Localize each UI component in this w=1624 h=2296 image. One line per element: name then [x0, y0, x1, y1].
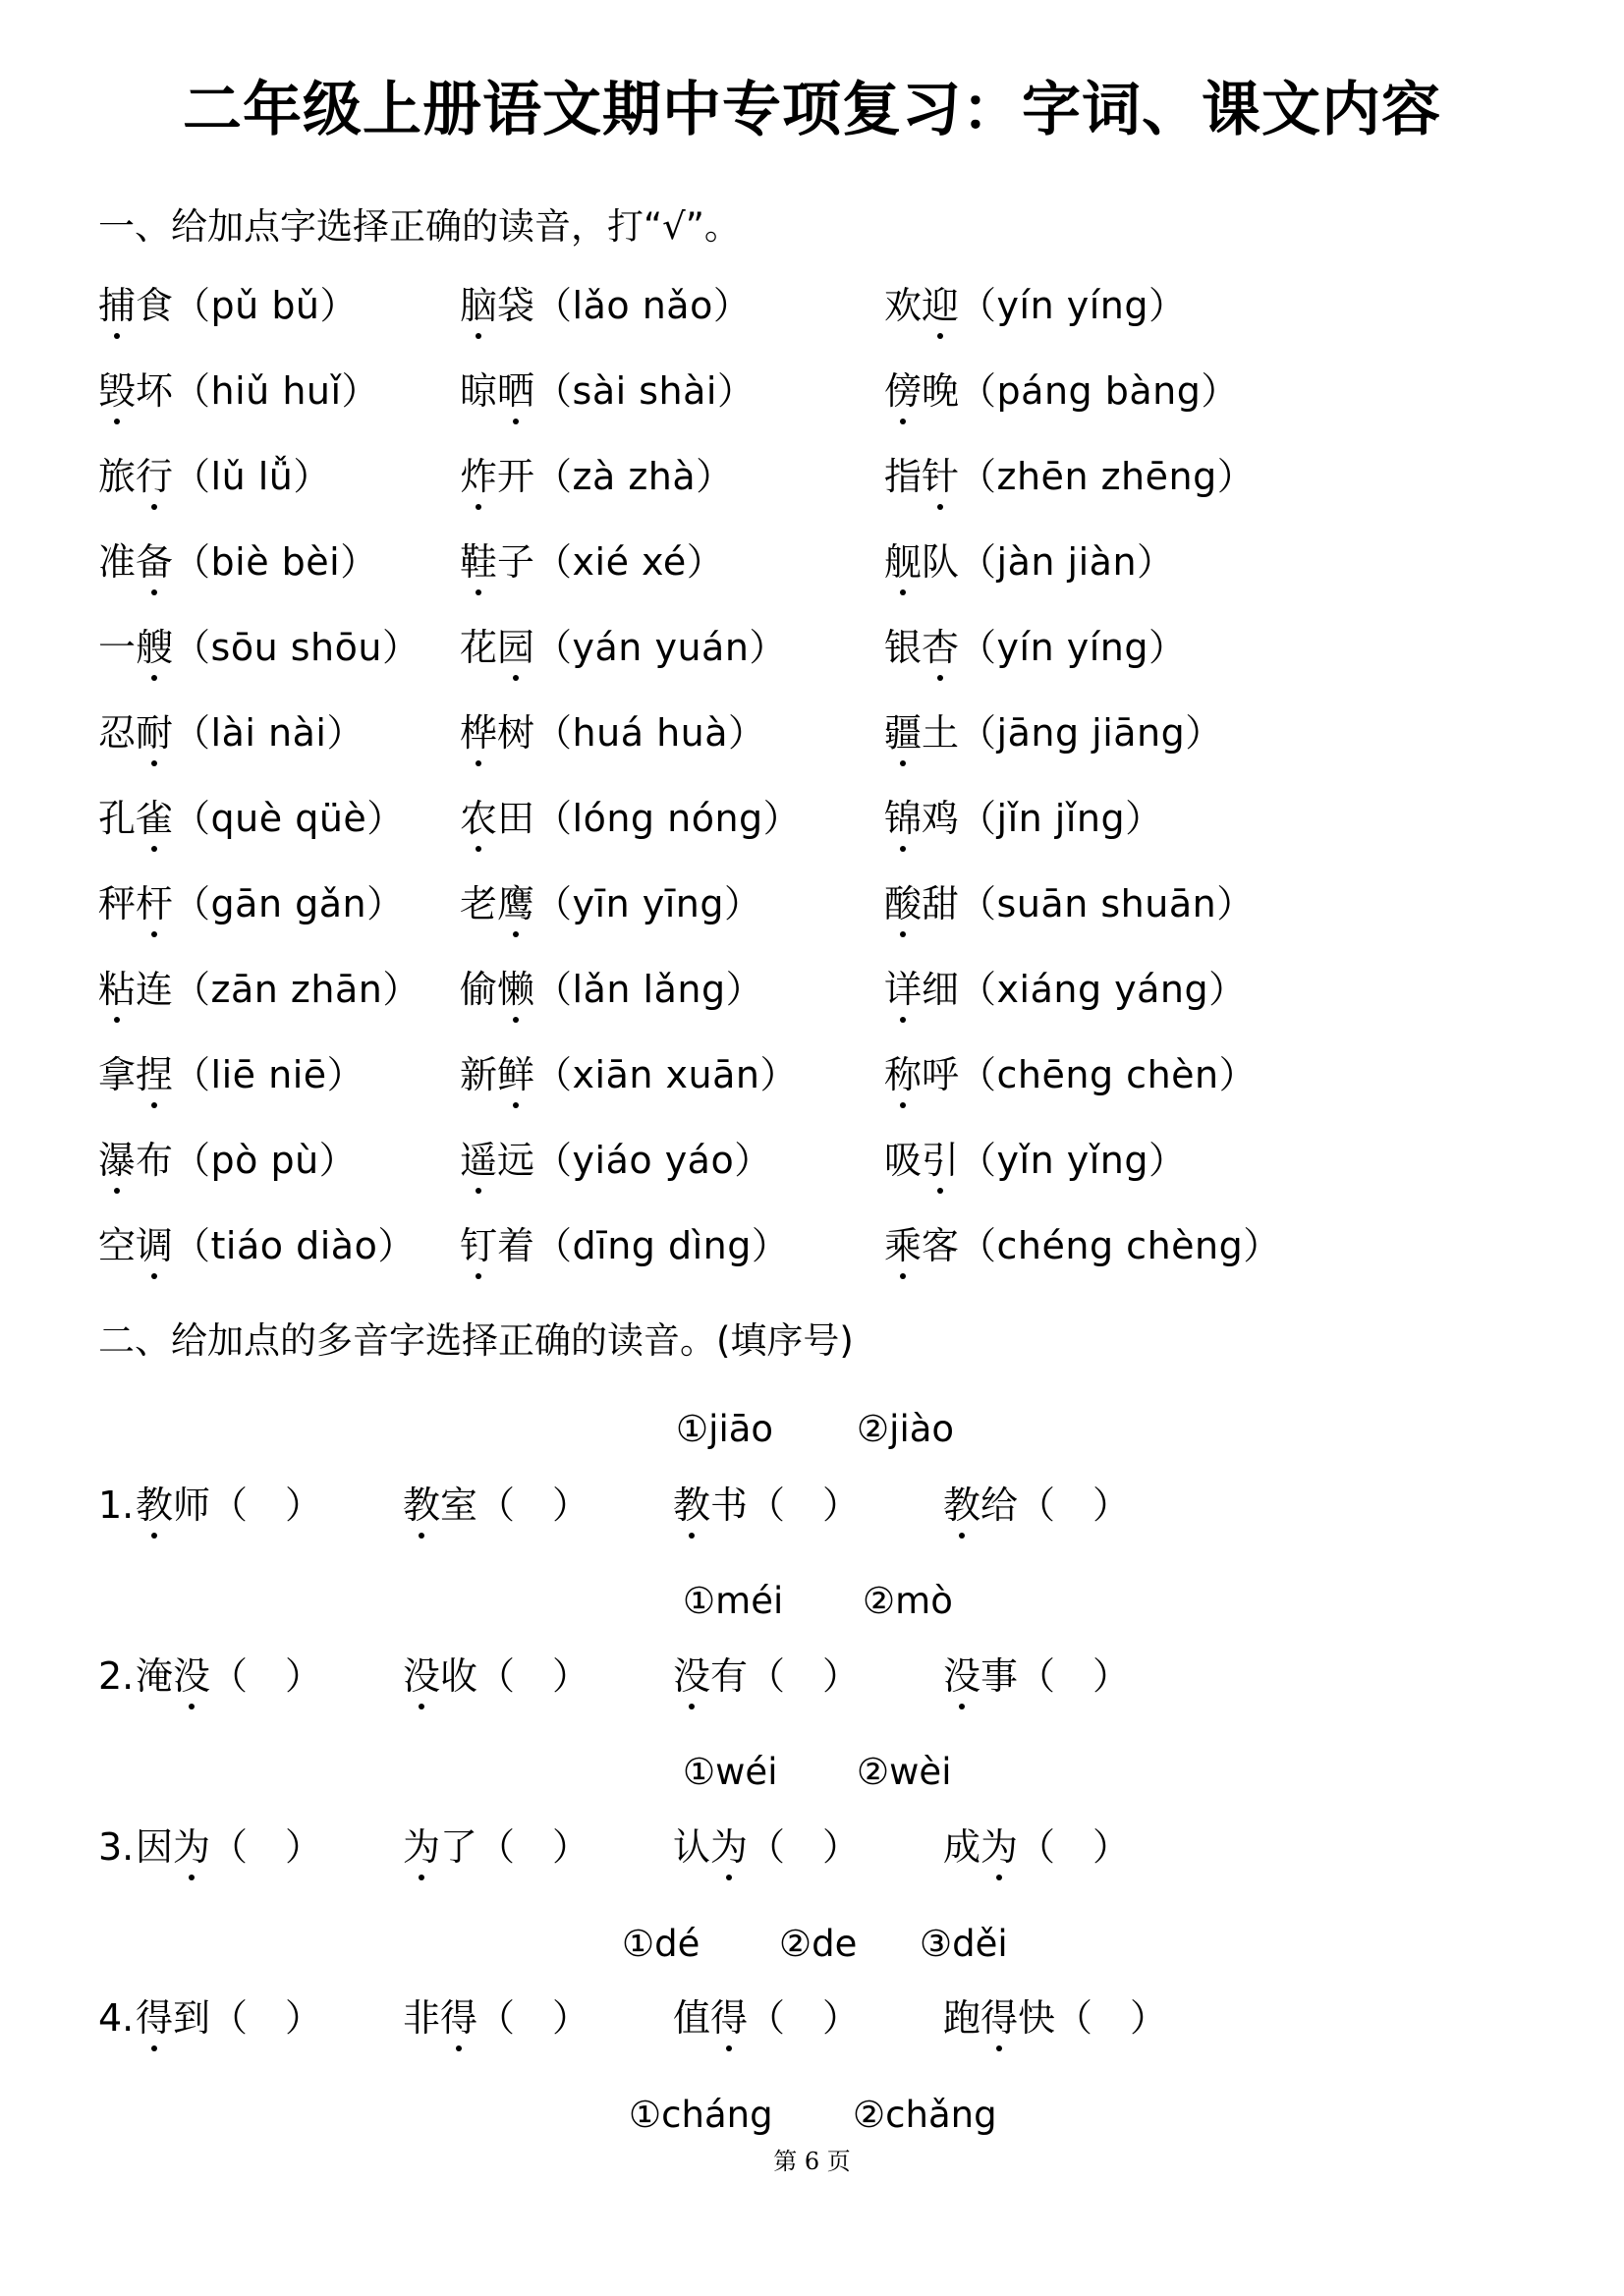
word-char: 队	[922, 540, 960, 584]
pinyin-options[interactable]: （lǎo nǎo）	[534, 284, 752, 327]
word-char: 连	[136, 968, 174, 1011]
page-number: 第 6 页	[773, 2148, 851, 2175]
word-char: 老	[460, 882, 498, 925]
dotted-char: 粘	[98, 960, 136, 1019]
pinyin-options[interactable]: （zān zhān）	[173, 968, 420, 1011]
dotted-char: 瀑	[98, 1131, 136, 1190]
pinyin-options[interactable]: （què qüè）	[173, 797, 405, 840]
answer-blank[interactable]: （ ）	[477, 1484, 590, 1527]
pinyin-options[interactable]: （lǎn lǎng）	[534, 968, 764, 1011]
pinyin-options[interactable]: （sōu shōu）	[173, 626, 420, 669]
word-item	[943, 1818, 1130, 1876]
word-item	[884, 618, 1187, 677]
question-number: 4.	[98, 1996, 135, 2040]
pinyin-options[interactable]: （pǔ bǔ）	[173, 284, 359, 327]
pinyin-row	[0, 618, 1624, 677]
word-item	[884, 1045, 1257, 1104]
pinyin-row	[0, 1131, 1624, 1190]
dotted-char: 没	[673, 1647, 710, 1706]
word-item	[460, 1131, 772, 1190]
word-char: 拿	[98, 1053, 137, 1096]
pinyin-options[interactable]: （yiáo yáo）	[534, 1139, 772, 1182]
word-item	[673, 1988, 860, 2047]
dotted-char: 教	[673, 1476, 710, 1535]
word-item	[460, 703, 766, 762]
dotted-char: 舰	[884, 532, 922, 591]
dotted-char: 引	[922, 1131, 959, 1190]
pinyin-options[interactable]: （jāng jiāng）	[959, 711, 1223, 755]
word-item	[98, 789, 405, 848]
word-char: 坏	[136, 369, 174, 413]
question-row	[0, 1818, 1624, 1876]
dotted-char: 针	[922, 447, 959, 506]
section2-heading: 二、给加点的多音字选择正确的读音。(填序号)	[98, 1319, 854, 1362]
dotted-char: 没	[943, 1647, 980, 1706]
word-item	[403, 1818, 589, 1876]
word-item	[884, 532, 1175, 591]
pinyin-options[interactable]: （hiǔ huǐ）	[173, 369, 380, 413]
word-char: 树	[497, 711, 535, 755]
word-char: 书	[710, 1484, 749, 1527]
pinyin-options[interactable]: （gān gǎn）	[173, 882, 405, 925]
pinyin-options[interactable]: （xiān xuān）	[534, 1053, 798, 1096]
reading-option: ①jiāo	[676, 1408, 774, 1450]
dotted-char: 锦	[884, 789, 922, 848]
word-char: 吸	[884, 1139, 923, 1182]
word-item	[403, 1647, 589, 1706]
dotted-char: 得	[136, 1988, 173, 2047]
word-item	[943, 1476, 1130, 1535]
word-char: 孔	[98, 797, 137, 840]
dotted-char: 为	[403, 1818, 440, 1876]
question-number: 1.	[98, 1484, 135, 1527]
dotted-char: 农	[460, 789, 497, 848]
pinyin-options[interactable]: （lóng nóng）	[534, 797, 802, 840]
word-char: 开	[497, 455, 535, 498]
answer-blank[interactable]: （ ）	[477, 1996, 590, 2040]
answer-blank[interactable]: （ ）	[210, 1654, 323, 1698]
word-item	[884, 874, 1255, 933]
word-char: 子	[497, 540, 535, 584]
word-char: 鸡	[922, 797, 960, 840]
answer-blank[interactable]: （ ）	[748, 1996, 861, 2040]
reading-option: ①wéi	[683, 1751, 778, 1793]
dotted-char: 得	[440, 1988, 477, 2047]
word-char: 淹	[136, 1654, 174, 1698]
word-char: 甜	[922, 882, 960, 925]
word-item	[136, 1647, 322, 1706]
word-char: 因	[136, 1825, 174, 1869]
word-char: 远	[497, 1139, 535, 1182]
word-item	[460, 362, 755, 420]
pinyin-options[interactable]: （jǐn jǐng）	[959, 797, 1163, 840]
word-item	[673, 1476, 860, 1535]
dotted-char: 晒	[497, 362, 534, 420]
dotted-char: 详	[884, 960, 922, 1019]
word-item	[943, 1647, 1130, 1706]
word-char: 室	[440, 1484, 478, 1527]
word-char: 忍	[98, 711, 137, 755]
pinyin-row	[0, 960, 1624, 1019]
word-char: 事	[980, 1654, 1019, 1698]
dotted-char: 捏	[136, 1045, 173, 1104]
pinyin-options[interactable]: （zà zhà）	[534, 455, 734, 498]
word-char: 细	[922, 968, 960, 1011]
word-item	[460, 276, 751, 335]
dotted-char: 懒	[497, 960, 534, 1019]
answer-blank[interactable]: （ ）	[748, 1484, 861, 1527]
word-item	[403, 1988, 589, 2047]
answer-blank[interactable]: （ ）	[1018, 1484, 1131, 1527]
pinyin-options[interactable]: （yán yuán）	[534, 626, 787, 669]
reading-option: ②de	[779, 1923, 858, 1965]
word-char: 新	[460, 1053, 498, 1096]
dotted-char: 疆	[884, 703, 922, 762]
word-char: 准	[98, 540, 137, 584]
pinyin-options[interactable]: （zhēn zhēng）	[959, 455, 1256, 498]
word-item	[460, 874, 762, 933]
pinyin-options[interactable]: （lǔ lǚ）	[173, 455, 331, 498]
word-item	[943, 1988, 1167, 2047]
word-char: 客	[922, 1224, 960, 1267]
pinyin-row	[0, 874, 1624, 933]
answer-blank[interactable]: （ ）	[477, 1654, 590, 1698]
pinyin-row	[0, 362, 1624, 420]
dotted-char: 没	[403, 1647, 440, 1706]
word-char: 土	[922, 711, 960, 755]
dotted-char: 毁	[98, 362, 136, 420]
dotted-char: 教	[403, 1476, 440, 1535]
dotted-char: 酸	[884, 874, 922, 933]
dotted-char: 得	[710, 1988, 748, 2047]
word-char: 一	[98, 626, 137, 669]
reading-option: ①méi	[683, 1580, 784, 1622]
dotted-char: 傍	[884, 362, 922, 420]
section1-heading: 一、给加点字选择正确的读音，打“√”。	[98, 205, 741, 248]
word-char: 成	[943, 1825, 981, 1869]
pinyin-options[interactable]: （yǐn yǐng）	[959, 1139, 1187, 1182]
reading-option: ①dé	[622, 1923, 700, 1965]
word-char: 师	[173, 1484, 211, 1527]
dotted-char: 杏	[922, 618, 959, 677]
word-item	[673, 1647, 860, 1706]
pinyin-options[interactable]: （xiáng yáng）	[959, 968, 1247, 1011]
word-char: 晾	[460, 369, 498, 413]
word-item	[884, 276, 1187, 335]
dotted-char: 教	[136, 1476, 173, 1535]
pinyin-row	[0, 789, 1624, 848]
question-row	[0, 1476, 1624, 1535]
word-item	[136, 1988, 322, 2047]
word-item	[136, 1818, 322, 1876]
word-item	[460, 532, 724, 591]
word-char: 认	[673, 1825, 711, 1869]
dotted-char: 为	[710, 1818, 748, 1876]
word-item	[673, 1818, 860, 1876]
reading-option: ②mò	[863, 1580, 953, 1622]
word-char: 旅	[98, 455, 137, 498]
pinyin-options[interactable]: （pò pù）	[173, 1139, 358, 1182]
pinyin-row	[0, 532, 1624, 591]
pinyin-options[interactable]: （jàn jiàn）	[959, 540, 1175, 584]
dotted-char: 艘	[136, 618, 173, 677]
word-item	[460, 1216, 789, 1275]
answer-blank[interactable]: （ ）	[210, 1484, 323, 1527]
answer-blank[interactable]: （ ）	[1018, 1825, 1131, 1869]
word-char: 给	[980, 1484, 1019, 1527]
question-number: 3.	[98, 1825, 135, 1869]
word-char: 田	[497, 797, 535, 840]
dotted-char: 钉	[460, 1216, 497, 1275]
word-char: 秤	[98, 882, 137, 925]
answer-blank[interactable]: （ ）	[748, 1825, 861, 1869]
word-item	[884, 1131, 1187, 1190]
answer-blank[interactable]: （ ）	[477, 1825, 590, 1869]
pinyin-options[interactable]: （chéng chèng）	[959, 1224, 1281, 1267]
reading-options	[0, 1402, 1624, 1457]
answer-blank[interactable]: （ ）	[1018, 1654, 1131, 1698]
dotted-char: 鲜	[497, 1045, 534, 1104]
word-char: 空	[98, 1224, 137, 1267]
word-item	[98, 618, 420, 677]
word-char: 到	[173, 1996, 211, 2040]
reading-option: ②jiào	[857, 1408, 955, 1450]
reading-option: ②chǎng	[853, 2094, 997, 2136]
word-char: 食	[136, 284, 174, 327]
question-row	[0, 1647, 1624, 1706]
word-item	[98, 1131, 357, 1190]
dotted-char: 园	[497, 618, 534, 677]
pinyin-options[interactable]: （tiáo diào）	[173, 1224, 416, 1267]
pinyin-options[interactable]: （yīn yīng）	[534, 882, 762, 925]
word-item	[98, 1216, 416, 1275]
pinyin-options[interactable]: （xié xé）	[534, 540, 725, 584]
dotted-char: 脑	[460, 276, 497, 335]
pinyin-options[interactable]: （lài nài）	[173, 711, 364, 755]
dotted-char: 鞋	[460, 532, 497, 591]
word-item	[136, 1476, 322, 1535]
dotted-char: 耐	[136, 703, 173, 762]
dotted-char: 迎	[922, 276, 959, 335]
answer-blank[interactable]: （ ）	[210, 1996, 323, 2040]
dotted-char: 调	[136, 1216, 173, 1275]
question-number: 2.	[98, 1654, 135, 1698]
dotted-char: 杆	[136, 874, 173, 933]
dotted-char: 捕	[98, 276, 136, 335]
dotted-char: 雀	[136, 789, 173, 848]
reading-option: ③děi	[920, 1923, 1008, 1965]
word-item	[460, 789, 801, 848]
word-char: 呼	[922, 1053, 960, 1096]
word-char: 收	[440, 1654, 478, 1698]
dotted-char: 得	[980, 1988, 1018, 2047]
dotted-char: 为	[173, 1818, 210, 1876]
word-item	[460, 447, 734, 506]
word-item	[884, 703, 1223, 762]
dotted-char: 遥	[460, 1131, 497, 1190]
word-char: 欢	[884, 284, 923, 327]
dotted-char: 为	[980, 1818, 1018, 1876]
word-item	[98, 874, 405, 933]
answer-blank[interactable]: （ ）	[748, 1654, 861, 1698]
pinyin-options[interactable]: （liē niē）	[173, 1053, 365, 1096]
pinyin-options[interactable]: （chēng chèn）	[959, 1053, 1258, 1096]
word-item	[98, 362, 379, 420]
word-item	[98, 960, 420, 1019]
reading-option: ①cháng	[629, 2094, 773, 2136]
word-item	[884, 447, 1255, 506]
reading-options	[0, 1745, 1624, 1800]
word-item	[98, 1045, 364, 1104]
answer-blank[interactable]: （ ）	[210, 1825, 323, 1869]
pinyin-options[interactable]: （dīng dìng）	[534, 1224, 790, 1267]
word-char: 值	[673, 1996, 711, 2040]
word-item	[403, 1476, 589, 1535]
word-item	[98, 703, 364, 762]
reading-options	[0, 1574, 1624, 1629]
word-char: 了	[440, 1825, 478, 1869]
dotted-char: 桦	[460, 703, 497, 762]
word-char: 偷	[460, 968, 498, 1011]
word-char: 指	[884, 455, 923, 498]
pinyin-options[interactable]: （huá huà）	[534, 711, 766, 755]
word-char: 快	[1018, 1996, 1056, 2040]
word-item	[884, 1216, 1281, 1275]
reading-options	[0, 2088, 1624, 2143]
pinyin-row	[0, 1045, 1624, 1104]
word-char: 花	[460, 626, 498, 669]
word-char: 有	[710, 1654, 749, 1698]
pinyin-options[interactable]: （sài shài）	[534, 369, 756, 413]
dotted-char: 炸	[460, 447, 497, 506]
word-item	[884, 960, 1247, 1019]
pinyin-row	[0, 276, 1624, 335]
pinyin-options[interactable]: （páng bàng）	[959, 369, 1239, 413]
page-title: 二年级上册语文期中专项复习：字词、课文内容	[183, 76, 1441, 144]
word-item	[98, 447, 331, 506]
word-item	[884, 362, 1239, 420]
word-char: 着	[497, 1224, 535, 1267]
pinyin-row	[0, 447, 1624, 506]
dotted-char: 备	[136, 532, 173, 591]
pinyin-row	[0, 1216, 1624, 1275]
pinyin-row	[0, 703, 1624, 762]
dotted-char: 乘	[884, 1216, 922, 1275]
word-char: 银	[884, 626, 923, 669]
word-char: 袋	[497, 284, 535, 327]
pinyin-options[interactable]: （biè bèi）	[173, 540, 378, 584]
word-char: 非	[403, 1996, 441, 2040]
word-item	[460, 960, 763, 1019]
word-item	[460, 1045, 798, 1104]
dotted-char: 教	[943, 1476, 980, 1535]
word-char: 晚	[922, 369, 960, 413]
word-item	[98, 276, 358, 335]
reading-options	[0, 1917, 1624, 1972]
word-char: 跑	[943, 1996, 981, 2040]
answer-blank[interactable]: （ ）	[1055, 1996, 1168, 2040]
word-item	[460, 618, 787, 677]
pinyin-options[interactable]: （yín yíng）	[959, 284, 1187, 327]
dotted-char: 称	[884, 1045, 922, 1104]
reading-option: ②wèi	[857, 1751, 952, 1793]
word-item	[98, 532, 378, 591]
dotted-char: 行	[136, 447, 173, 506]
dotted-char: 鹰	[497, 874, 534, 933]
word-char: 布	[136, 1139, 174, 1182]
pinyin-options[interactable]: （yín yíng）	[959, 626, 1187, 669]
pinyin-options[interactable]: （suān shuān）	[959, 882, 1255, 925]
question-row	[0, 1988, 1624, 2047]
word-item	[884, 789, 1163, 848]
dotted-char: 没	[173, 1647, 210, 1706]
